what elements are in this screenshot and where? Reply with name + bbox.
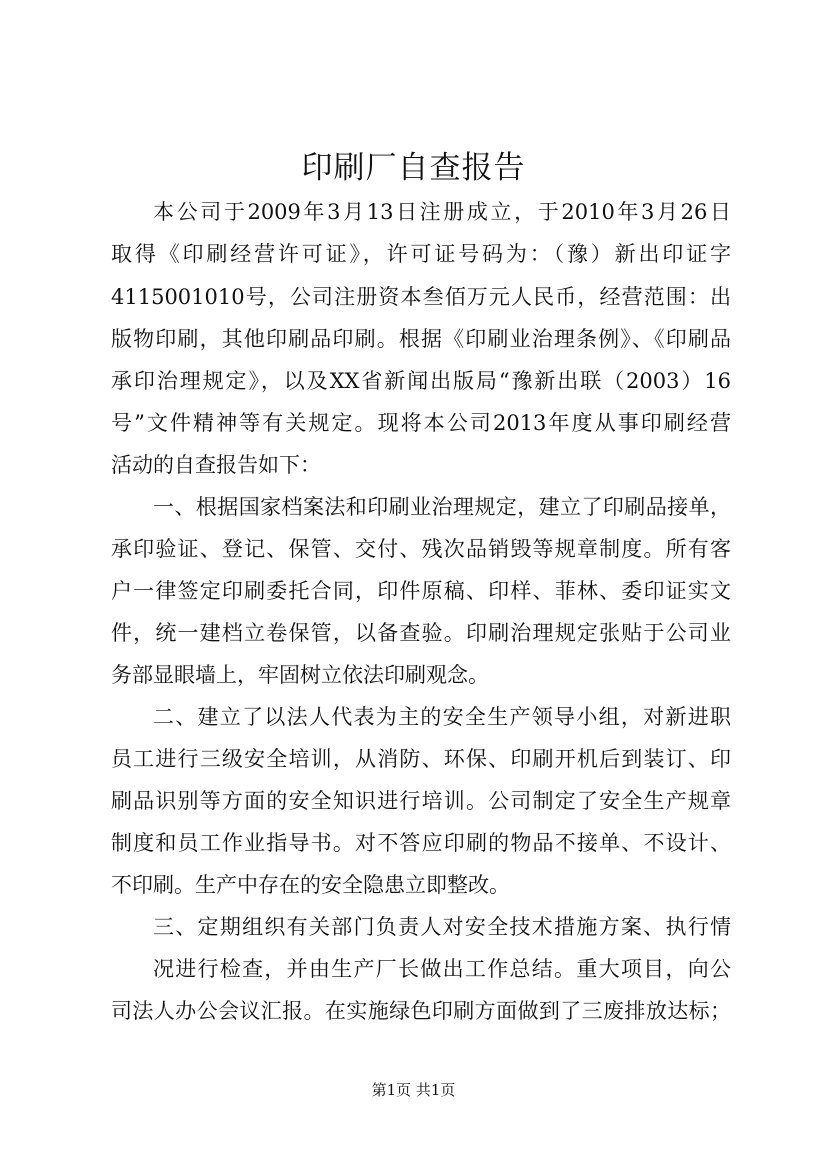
paragraph-line: 二、建立了以法人代表为主的安全生产领导小组，对新进职 [153,705,731,729]
paragraph-line: 取得《印刷经营许可证》，许可证号码为：（豫）新出印证字 [111,242,731,266]
paragraph-line: 一、根据国家档案法和印刷业治理规定，建立了印刷品接单， [153,495,731,519]
paragraph-line: 承印治理规定》，以及XX省新闻出版局“豫新出联（2003）16 [111,369,731,393]
paragraph-line: 员工进行三级安全培训，从消防、环保、印刷开机后到装订、印 [111,747,731,771]
paragraph-line: 承印验证、登记、保管、交付、残次品销毁等规章制度。所有客 [111,537,731,561]
paragraph-line: 版物印刷，其他印刷品印刷。根据《印刷业治理条例》、《印刷品 [111,327,731,351]
paragraph-line: 司法人办公会议汇报。在实施绿色印刷方面做到了三废排放达标； [111,999,731,1023]
paragraph-line: 本公司于2009年3月13日注册成立，于2010年3月26日 [153,200,731,224]
page-footer: 第1页 共1页 [371,1081,456,1099]
document-title: 印刷厂自查报告 [301,150,526,186]
paragraph-line: 刷品识别等方面的安全知识进行培训。公司制定了安全生产规章 [111,789,731,813]
paragraph-line: 三、定期组织有关部门负责人对安全技术措施方案、执行情 [153,915,731,939]
paragraph-line: 活动的自查报告如下： [111,453,321,477]
paragraph-line: 号”文件精神等有关规定。现将本公司2013年度从事印刷经营 [111,411,731,435]
paragraph-line: 不印刷。生产中存在的安全隐患立即整改。 [111,873,510,897]
paragraph-line: 件，统一建档立卷保管，以备查验。印刷治理规定张贴于公司业 [111,621,731,645]
paragraph-line: 户一律签定印刷委托合同，印件原稿、印样、菲林、委印证实文 [111,579,731,603]
paragraph-line: 4115001010号，公司注册资本叁佰万元人民币，经营范围：出 [111,285,731,309]
paragraph-line: 制度和员工作业指导书。对不答应印刷的物品不接单、不设计、 [111,831,731,855]
paragraph-line: 务部显眼墙上，牢固树立依法印刷观念。 [111,663,489,687]
paragraph-line: 况进行检查，并由生产厂长做出工作总结。重大项目，向公 [153,957,731,981]
